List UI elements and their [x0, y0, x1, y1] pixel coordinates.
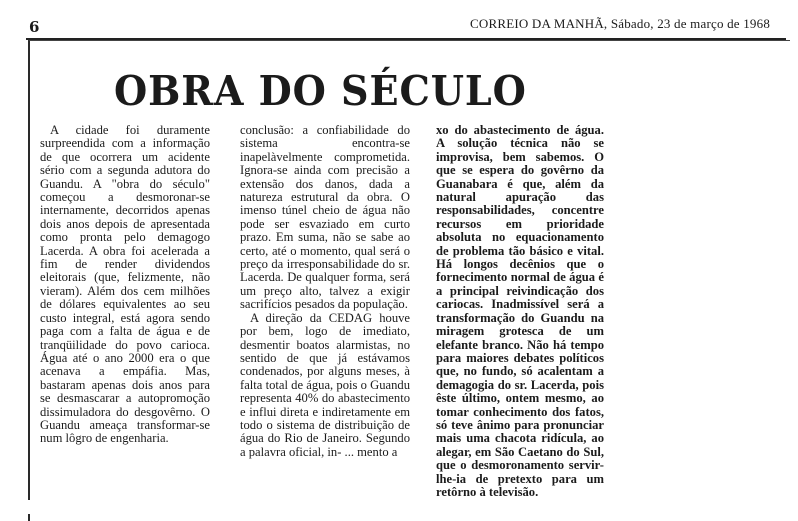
- clipping-bottom-edge: [0, 500, 798, 514]
- article-column-2: [240, 124, 410, 459]
- article-column-1: [40, 124, 210, 446]
- headline: OBRA DO SÉCULO: [113, 67, 527, 115]
- masthead-dateline: CORREIO DA MANHÃ, Sábado, 23 de março de 1968: [470, 16, 771, 31]
- page-number: 6: [29, 18, 40, 36]
- column-2-paragraph-1: conclusão: a confiabilidade do sistema encontra-se inapelàvelmente comprometida. Ignora-se ainda com precisão a extensão dos danos, dada a natureza estrutural da obra. O imenso túnel cheio de água não pode ser esvaziado em curto prazo. Em suma, não se sabe ao certo, até o momento, qual será o preço da irresponsabilidade do sr. Lacerda. De qualquer forma, será um preço alto, talvez a exigir sacrifícios pesados da população.: [240, 123, 410, 312]
- column-3-paragraph: xo do abastecimento de água. A solução técnica não se improvisa, bem sabemos. O que se espera do govêrno da Guanabara é que, além da natural apuração das responsabilidades, concentre recursos em prioridade absoluta no equacionamento de problema tão básico e vital. Há longos decênios que o fornecimento normal de água é a principal reivindicação dos cariocas. Inadmissível será a transformação do Guandu na miragem grotesca de um elefante branco. Não há tempo para maiores debates políticos que, no fundo, só acalentam a demagogia do sr. Lacerda, pois êste último, ontem mesmo, ao tomar conhecimento dos fatos, só teve ânimo para pronunciar mais uma chacota ridícula, ao alegar, em São Caetano do Sul, que o desmoronamento servir-lhe-ia de pretexto para um retôrno à televisão.: [436, 123, 604, 499]
- article-column-3: [436, 124, 604, 499]
- column-1-paragraph: A cidade foi duramente surpreendida com a informação de que ocorrera um acidente sério com a segunda adutora do Guandu. A "obra do século" começou a desmoronar-se internamente, decorridos apenas dois anos depois de apresentada como pronta pelo demagogo Lacerda. A obra foi acelerada a fim de render dividendos eleitorais (que, felizmente, não vieram). Além dos cem milhões de dólares equivalentes ao seu custo integral, está agora sendo paga com a falta de água e de tranqüilidade do povo carioca. Água até o ano 2000 era o que acenava a empáfia. Mas, bastaram apenas dois anos para se desmascarar a autopromoção dissimuladora do desgovêrno. O Guandu ameaça transformar-se num lôgro de engenharia.: [40, 123, 210, 446]
- column-2-paragraph-2: A direção da CEDAG houve por bem, logo de imediato, desmentir boatos alarmistas, no sentido de que já estávamos condenados, por alguns meses, à falta total de água, pois o Guandu representa 40% do abastecimento e influi direta e indiretamente em todo o sistema de distribuição de água do Rio de Janeiro. Segundo a palavra oficial, in- ... mento a: [240, 310, 410, 459]
